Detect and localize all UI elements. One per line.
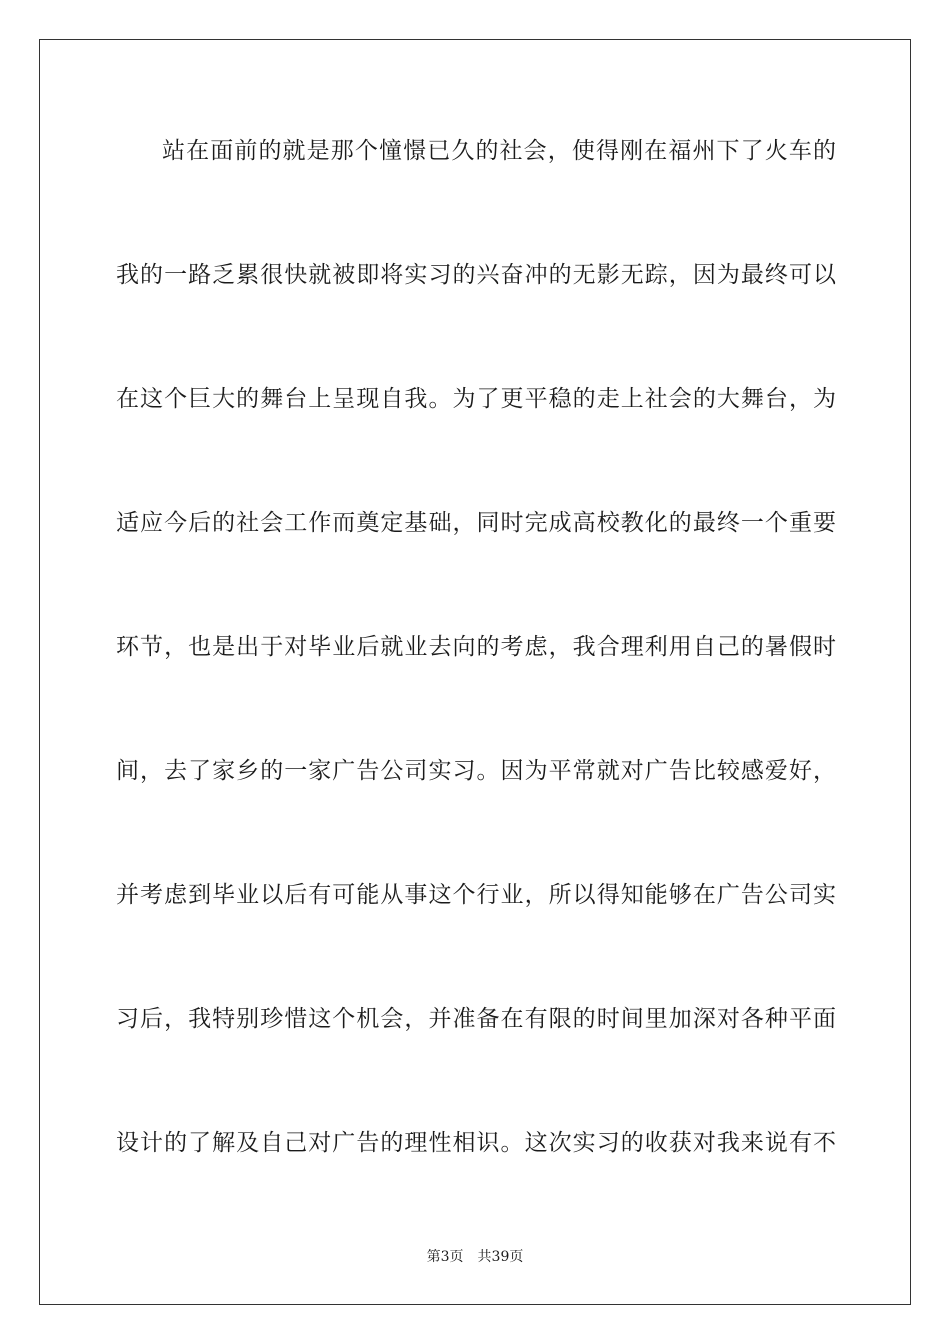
- text-line: 环节，也是出于对毕业后就业去向的考虑，我合理利用自己的暑假时: [116, 634, 836, 660]
- text-line: 站在面前的就是那个憧憬已久的社会，使得刚在福州下了火车的: [162, 138, 836, 164]
- text-line: 习后，我特别珍惜这个机会，并准备在有限的时间里加深对各种平面: [116, 1006, 836, 1032]
- page-footer: [0, 1246, 950, 1266]
- text-line: 并考虑到毕业以后有可能从事这个行业，所以得知能够在广告公司实: [116, 882, 836, 908]
- page-total: 共39页: [477, 1249, 524, 1265]
- text-line: 设计的了解及自己对广告的理性相识。这次实习的收获对我来说有不: [116, 1130, 836, 1156]
- page-number: 第3页: [426, 1249, 464, 1265]
- body-paragraph: [116, 132, 836, 1162]
- text-line: 适应今后的社会工作而奠定基础，同时完成高校教化的最终一个重要: [116, 510, 836, 536]
- text-line: 间，去了家乡的一家广告公司实习。因为平常就对广告比较感爱好，: [116, 758, 836, 784]
- text-line: 我的一路乏累很快就被即将实习的兴奋冲的无影无踪，因为最终可以: [116, 262, 836, 288]
- text-line: 在这个巨大的舞台上呈现自我。为了更平稳的走上社会的大舞台，为: [116, 386, 836, 412]
